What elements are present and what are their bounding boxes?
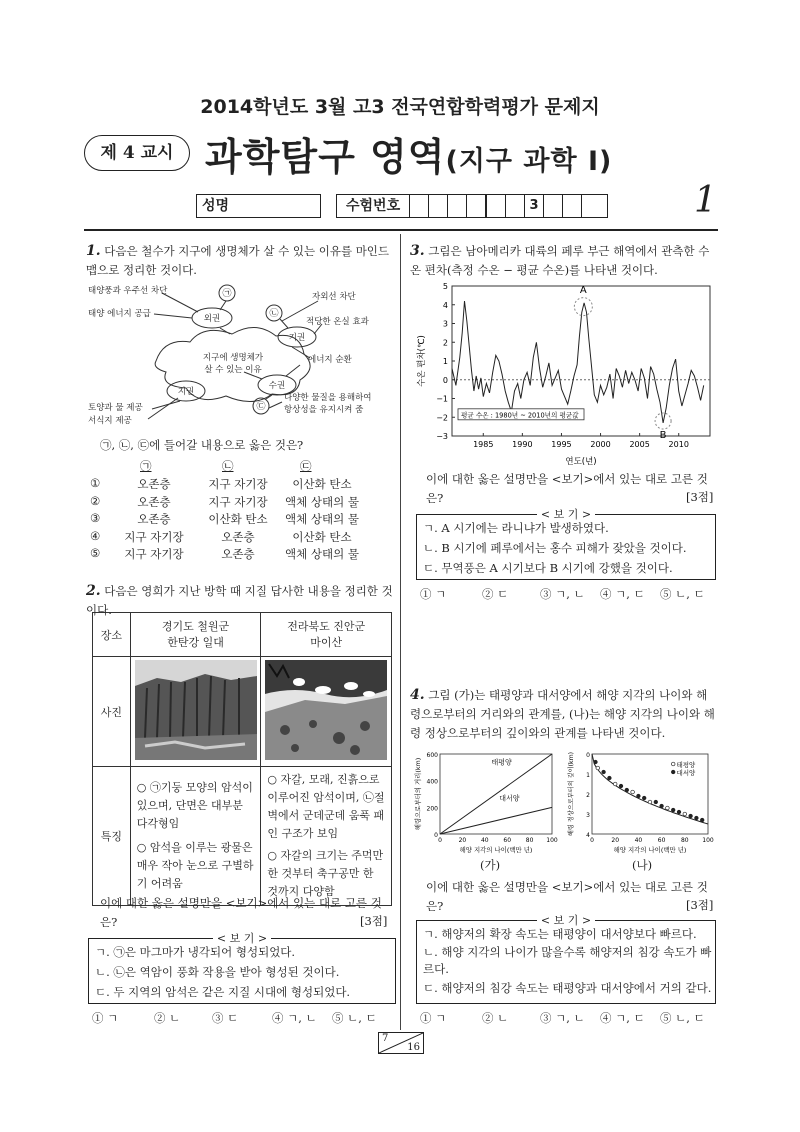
q3-chart <box>410 280 716 468</box>
q1-header-c: ㉢ <box>300 459 312 473</box>
q1-question: ㉠, ㉡, ㉢에 들어갈 내용으로 옳은 것은? <box>100 438 304 452</box>
q4a-ylabel: 해령으로부터의 거리(km) <box>414 757 422 831</box>
q2-answer-5[interactable]: ⑤ ㄴ, ㄷ <box>332 1011 377 1025</box>
q3-note: 평균 수온 : 1980년 ~ 2010년의 평균값 <box>461 411 579 420</box>
q3-ytick-label-3: 0 <box>442 375 448 385</box>
q3-xtick-label-4: 2005 <box>629 440 650 449</box>
q1-choice-3-a: 오존층 <box>137 512 171 526</box>
q1-choice-4-a: 지구 자기장 <box>124 529 184 544</box>
q1-choice-header <box>86 458 396 476</box>
q2-place-2 <box>261 613 392 657</box>
q1-header-a: ㉠ <box>140 459 152 473</box>
q4-answer-5[interactable]: ⑤ ㄴ, ㄷ <box>660 1011 705 1025</box>
q3-answer-4[interactable]: ④ ㄱ, ㄷ <box>600 587 645 601</box>
q1-choice-3-num: ③ <box>90 511 101 525</box>
q4b-ylabel: 해령 정상으로부터의 깊이(km) <box>568 751 575 837</box>
q4a-ytick-1: 200 <box>426 805 438 813</box>
q4b-legend-atlantic: 대서양 <box>676 769 696 777</box>
q3-ytick-label-4: 1 <box>442 357 448 366</box>
q4b-point-1-1 <box>602 770 606 774</box>
mindmap-text-3: 자외선 차단 <box>312 292 356 302</box>
q4-label-na: (나) <box>632 858 653 872</box>
q4-points: [3점] <box>686 898 714 912</box>
q2-row-photo: 사진 <box>93 657 131 767</box>
q2-answer-4[interactable]: ④ ㄱ, ㄴ <box>272 1011 317 1025</box>
q4b-point-1-7 <box>654 800 658 804</box>
q3-ytick-label-2: −1 <box>436 394 448 404</box>
q3-text: 그림은 남아메리카 대륙의 페루 부근 해역에서 관측한 수온 편차(측정 수온 − 평균 수온)를 나타낸 것이다. <box>410 244 710 277</box>
q3-xtick-label-2: 1995 <box>551 440 572 449</box>
q2-row-place: 장소 <box>93 613 131 657</box>
q3-ytick-label-7: 4 <box>442 300 448 310</box>
q3-bogi-title: < 보 기 > <box>537 508 595 521</box>
q2-photo-1-cell <box>130 657 261 767</box>
exam-title: 2014학년도 3월 고3 전국연합학력평가 문제지 <box>200 96 600 118</box>
q3-xtick-label-5: 2010 <box>668 440 689 449</box>
q1-mindmap <box>86 276 396 434</box>
mindmap-node-geosphere: 지권 <box>177 387 195 397</box>
q4b-ytick-2: 2 <box>586 792 590 799</box>
q4a-xtick-2: 40 <box>480 837 489 844</box>
subject-title <box>205 126 612 181</box>
mindmap-center-2: 살 수 있는 이유 <box>204 365 262 375</box>
q2-bogi-line-3: ㄷ. 두 지역의 암석은 같은 지질 시대에 형성되었다. <box>95 985 351 999</box>
q4-answers <box>420 1010 716 1028</box>
q2-place-1-line1: 경기도 철원군 <box>161 619 230 633</box>
q4-stem <box>410 686 718 743</box>
q4-bogi-line-3: ㄷ. 해양저의 침강 속도는 태평양과 대서양에서 거의 같다. <box>423 981 712 995</box>
mindmap-node-outer: 외권 <box>203 314 221 324</box>
mindmap-node-hydrosphere: 수권 <box>268 381 286 391</box>
q3-answer-3[interactable]: ③ ㄱ, ㄴ <box>540 587 585 601</box>
q4b-point-1-3 <box>619 784 623 788</box>
q1-choice-5-a: 지구 자기장 <box>124 547 184 561</box>
q4-bogi-line-1: ㄱ. 해양저의 확장 속도는 태평양이 대서양보다 빠르다. <box>423 927 697 941</box>
q4a-xtick-3: 60 <box>503 837 512 844</box>
q2-bogi-title: < 보 기 > <box>213 932 271 945</box>
q1-choice-1-b: 지구 자기장 <box>208 477 268 491</box>
q1-choice-5-c: 액체 상태의 물 <box>285 547 359 561</box>
q4b-point-1-0 <box>594 760 598 764</box>
q1-choice-2-a: 오존층 <box>137 494 171 509</box>
q4b-point-0-2 <box>631 790 635 794</box>
q2-place-2-line2: 마이산 <box>310 635 343 649</box>
mindmap-text-5: 에너지 순환 <box>308 355 352 365</box>
q1-choice-1-c: 이산화 탄소 <box>292 477 352 491</box>
q4b-point-0-3 <box>648 800 652 804</box>
exam-number-digit: 3 <box>525 195 544 217</box>
q3-stem <box>410 242 718 280</box>
mindmap-center-1: 지구에 생명체가 <box>202 353 264 363</box>
q2-answer-2[interactable]: ② ㄴ <box>154 1011 181 1025</box>
q4b-ytick-3: 3 <box>586 812 590 819</box>
exam-number-label: 수험번호 <box>346 198 401 214</box>
mindmap-text-2: 태양 에너지 공급 <box>88 309 151 319</box>
footer-page-box <box>378 1032 424 1054</box>
q1-number: 1. <box>86 243 101 259</box>
q1-stem <box>86 242 394 280</box>
q4-answer-1[interactable]: ① ㄱ <box>420 1011 447 1025</box>
name-label: 성명 <box>202 198 230 214</box>
q2-feature-2b: ○ 자갈의 크기는 주먹만 한 것부터 축구공만 한 것까지 다양함 <box>267 849 384 898</box>
q2-text: 다음은 영희가 지난 방학 때 지질 답사한 내용을 정리한 것이다. <box>86 584 393 617</box>
mindmap-text-8: 토양과 물 제공 <box>88 403 143 413</box>
q4b-xtick-4: 80 <box>680 837 689 844</box>
q4b-point-0-0 <box>596 766 600 770</box>
q2-feature-1b: ○ 암석을 이루는 광물은 매우 작아 눈으로 구별하기 어려움 <box>136 841 254 890</box>
q3-series-line <box>452 301 704 423</box>
q4b-xtick-0: 0 <box>590 837 594 844</box>
q3-points: [3점] <box>686 490 714 504</box>
q4b-point-1-6 <box>642 796 646 800</box>
q3-question: 이에 대한 옳은 설명만을 <보기>에서 있는 대로 고른 것은? <box>426 472 708 505</box>
q2-feature-1 <box>130 767 261 906</box>
q4-bogi-box <box>416 914 716 1004</box>
mindmap-node-atmosphere: 기권 <box>288 333 306 343</box>
q4b-point-0-4 <box>666 806 670 810</box>
q4b-point-1-12 <box>695 816 699 820</box>
q4b-point-1-2 <box>608 776 612 780</box>
q1-choice-3-b: 이산화 탄소 <box>208 512 268 526</box>
q3-number: 3. <box>410 243 425 259</box>
q3-answers <box>420 586 716 604</box>
name-field[interactable] <box>196 194 321 218</box>
q4b-ytick-0: 0 <box>586 752 590 759</box>
q2-photo-1 <box>135 660 257 760</box>
q4b-point-1-4 <box>625 788 629 792</box>
mindmap-marker-a: ㉠ <box>222 289 232 299</box>
q1-choice-1-a: 오존층 <box>137 477 171 491</box>
q4a-xlabel: 해양 지각의 나이(백만 년) <box>459 846 533 854</box>
q3-ytick-label-1: −2 <box>436 413 448 423</box>
q4b-xtick-1: 20 <box>611 837 620 844</box>
q4b-ytick-1: 1 <box>586 772 590 779</box>
q4-chart-ga <box>410 746 560 854</box>
mindmap-text-9: 서식지 제공 <box>88 416 132 426</box>
q4b-point-1-8 <box>660 804 664 808</box>
mindmap-text-7: 항상성을 유지시켜 줌 <box>284 405 364 415</box>
q4b-point-0-1 <box>613 782 617 786</box>
q4a-xtick-4: 80 <box>525 837 534 844</box>
q4a-series-1 <box>440 807 552 834</box>
q3-ylabel: 수온 편차(℃) <box>417 335 427 387</box>
q4b-point-1-5 <box>637 794 641 798</box>
q4b-legend-marker-pacific <box>671 762 675 766</box>
q4b-legend-marker-atlantic <box>671 770 675 774</box>
q4a-xtick-5: 100 <box>546 837 558 844</box>
q1-choice-1[interactable] <box>86 476 396 494</box>
q1-choice-5[interactable] <box>86 546 396 564</box>
q4-answer-3[interactable]: ③ ㄱ, ㄴ <box>540 1011 585 1025</box>
q2-row-feature: 특징 <box>93 767 131 906</box>
q4-chart-na <box>564 746 716 854</box>
q3-ytick-label-6: 3 <box>442 319 448 329</box>
q3-bogi-box <box>416 508 716 580</box>
q1-choice-4-b: 오존층 <box>221 529 255 544</box>
q4a-xtick-1: 20 <box>458 837 467 844</box>
q4b-xtick-3: 60 <box>657 837 666 844</box>
q4b-legend-pacific: 태평양 <box>676 761 696 769</box>
q4-question: 이에 대한 옳은 설명만을 <보기>에서 있는 대로 고른 것은? <box>426 880 708 913</box>
q1-choice-2-b: 지구 자기장 <box>208 494 268 509</box>
q2-photo-2 <box>265 660 387 760</box>
footer-total: 16 <box>407 1042 420 1053</box>
q3-label-a: A <box>579 284 587 296</box>
q4b-point-1-13 <box>700 818 704 822</box>
q1-text: 다음은 철수가 지구에 생명체가 살 수 있는 이유를 마인드맵으로 정리한 것이다. <box>86 244 390 277</box>
page-number: 1 <box>694 180 717 221</box>
q4b-point-1-10 <box>677 810 681 814</box>
q1-choice-4-num: ④ <box>90 528 101 543</box>
q2-feature-1a: ○ ㉠기둥 모양의 암석이 있으며, 단면은 대부분 다각형임 <box>136 781 253 830</box>
q2-bogi-line-1: ㄱ. ㉠은 마그마가 냉각되어 형성되었다. <box>95 945 296 959</box>
q2-number: 2. <box>86 583 101 599</box>
q4a-ytick-3: 600 <box>426 752 438 759</box>
q4a-ytick-0: 0 <box>434 832 438 839</box>
q4b-ytick-4: 4 <box>586 832 590 839</box>
mindmap-marker-c: ㉢ <box>256 402 266 412</box>
q3-ytick-label-5: 2 <box>442 338 448 348</box>
q4a-xtick-0: 0 <box>438 837 442 844</box>
subject-main: 과학탐구 영역 <box>205 135 446 179</box>
q4a-label-pacific: 태평양 <box>491 758 512 767</box>
q2-place-2-line1: 전라북도 진안군 <box>287 619 366 633</box>
q2-bogi-box <box>88 932 396 1004</box>
q2-bogi-line-2: ㄴ. ㉡은 역암이 풍화 작용을 받아 형성된 것이다. <box>95 965 340 979</box>
q4-label-ga: (가) <box>480 858 501 872</box>
q1-choice-1-num: ① <box>90 476 101 490</box>
q1-choice-3[interactable] <box>86 511 396 529</box>
mindmap-text-4: 적당한 온실 효과 <box>306 317 369 327</box>
footer-page: 7 <box>382 1033 389 1044</box>
q3-bogi-line-1: ㄱ. A 시기에는 라니냐가 발생하였다. <box>423 521 609 535</box>
mindmap-marker-b: ㉡ <box>269 309 279 319</box>
q2-answers <box>92 1010 392 1028</box>
q3-label-b: B <box>659 430 667 442</box>
q2-feature-2 <box>261 767 392 906</box>
subject-sub: (지구 과학 Ⅰ) <box>445 146 613 177</box>
q4b-xlabel: 해양 지각의 나이(백만 년) <box>613 846 687 854</box>
q1-choice-3-c: 액체 상태의 물 <box>285 512 359 526</box>
q1-header-b: ㉡ <box>222 459 234 473</box>
q4b-point-0-5 <box>683 812 687 816</box>
q1-choice-2-num: ② <box>90 493 101 508</box>
q3-xtick-label-1: 1990 <box>512 440 533 449</box>
q4b-point-1-9 <box>671 808 675 812</box>
q4a-ytick-2: 400 <box>426 778 438 786</box>
q3-xtick-label-3: 2000 <box>590 440 611 449</box>
q1-choice-2-c: 액체 상태의 물 <box>285 494 359 509</box>
q1-choice-5-num: ⑤ <box>90 546 101 560</box>
header-rule <box>84 229 718 231</box>
q3-answer-2[interactable]: ② ㄷ <box>482 587 509 601</box>
q2-place-1-line2: 한탄강 일대 <box>167 635 224 649</box>
q1-choice-4-c: 이산화 탄소 <box>292 529 352 544</box>
q4a-label-atlantic: 대서양 <box>499 794 520 803</box>
q4-bogi-title: < 보 기 > <box>537 914 595 927</box>
q4-bogi-line-2: ㄴ. 해양 지각의 나이가 많을수록 해양저의 침강 속도가 빠르다. <box>423 945 712 976</box>
q3-answer-5[interactable]: ⑤ ㄴ, ㄷ <box>660 587 705 601</box>
mindmap-text-6: 다양한 물질을 용해하여 <box>284 393 372 403</box>
q3-ytick-label-0: −3 <box>436 432 448 441</box>
q3-bogi-line-2: ㄴ. B 시기에 페루에서는 홍수 피해가 잦았을 것이다. <box>423 541 687 555</box>
q2-answer-1[interactable]: ① ㄱ <box>92 1011 119 1025</box>
q3-answer-1[interactable]: ① ㄱ <box>420 587 447 601</box>
q2-question: 이에 대한 옳은 설명만을 <보기>에서 있는 대로 고른 것은? <box>100 896 382 929</box>
column-divider <box>400 234 401 1030</box>
q2-answer-3[interactable]: ③ ㄷ <box>212 1011 239 1025</box>
q3-xlabel: 연도(년) <box>565 457 597 467</box>
mindmap-text-1: 태양풍과 우주선 차단 <box>88 286 168 296</box>
q4b-point-1-11 <box>689 814 693 818</box>
q4-answer-2[interactable]: ② ㄴ <box>482 1011 509 1025</box>
period-badge: 제 4 교시 <box>84 135 190 171</box>
q2-table <box>92 612 392 906</box>
q4-number: 4. <box>410 687 425 703</box>
q1-choice-5-b: 오존층 <box>221 547 255 561</box>
q3-xtick-label-0: 1985 <box>473 440 494 449</box>
q4-text: 그림 (가)는 태평양과 대서양에서 해양 지각의 나이와 해령으로부터의 거리와의 관계를, (나)는 해양 지각의 나이와 해령 정상으로부터의 깊이와의 관계를 나타낸 것이다. <box>410 688 715 740</box>
q3-bogi-line-3: ㄷ. 무역풍은 A 시기보다 B 시기에 강했을 것이다. <box>423 561 673 575</box>
q2-points: [3점] <box>360 914 388 928</box>
q1-choice-2[interactable] <box>86 494 396 512</box>
q1-choices <box>86 476 396 564</box>
q4b-xtick-5: 100 <box>702 837 714 844</box>
q3-ytick-label-8: 5 <box>442 282 448 291</box>
q4b-xtick-2: 40 <box>634 837 643 844</box>
q2-photo-2-cell <box>261 657 392 767</box>
q4-answer-4[interactable]: ④ ㄱ, ㄷ <box>600 1011 645 1025</box>
exam-number-field[interactable] <box>336 194 608 218</box>
q1-choice-4[interactable] <box>86 529 396 547</box>
q2-feature-2a: ○ 자갈, 모래, 진흙으로 이루어진 암석이며, ㉡절벽에서 군데군데 움푹 패인 구조가 보임 <box>267 773 385 840</box>
q2-place-1 <box>130 613 261 657</box>
